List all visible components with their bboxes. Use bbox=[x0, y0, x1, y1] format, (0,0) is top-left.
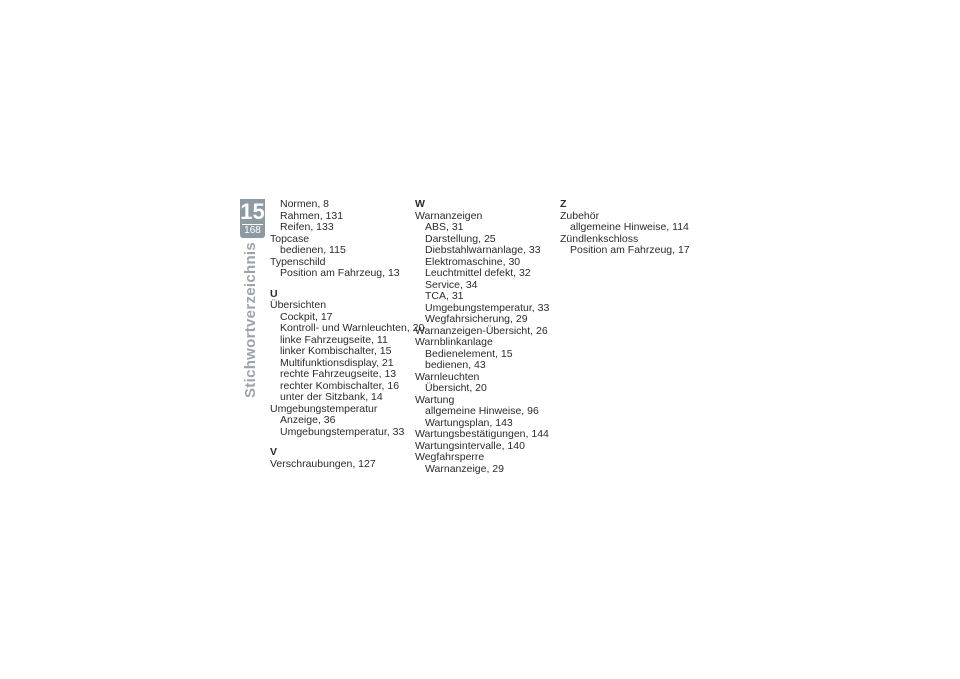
index-entry: Wegfahrsperre bbox=[415, 451, 485, 463]
index-subentry: rechter Kombischalter, 16 bbox=[280, 379, 400, 392]
index-subentry: Position am Fahrzeug, 13 bbox=[280, 267, 400, 279]
index-subentry: allgemeine Hinweise, 96 bbox=[425, 405, 539, 417]
index-entry: Übersichten bbox=[270, 299, 327, 311]
page-number: 168 bbox=[244, 225, 261, 236]
index-letter-heading: W bbox=[415, 198, 425, 210]
index-subentry: Anzeige, 36 bbox=[280, 414, 336, 426]
index-subentry: Wartungsplan, 143 bbox=[425, 416, 513, 429]
chapter-tab bbox=[240, 199, 265, 238]
index-entry: Warnleuchten bbox=[415, 370, 480, 383]
index-letter-heading: V bbox=[270, 446, 278, 458]
index-subentry: Umgebungstemperatur, 33 bbox=[425, 301, 550, 314]
index-subentry: Kontroll- und Warnleuchten, 20 bbox=[280, 322, 425, 334]
index-subentry: Diebstahlwarnanlage, 33 bbox=[425, 244, 541, 256]
index-column-3 bbox=[560, 199, 700, 257]
index-subentry: Bedienelement, 15 bbox=[425, 347, 513, 360]
index-subentry: rechte Fahrzeugseite, 13 bbox=[280, 368, 397, 380]
index-subentry: Normen, 8 bbox=[280, 198, 330, 210]
index-subentry: bedienen, 43 bbox=[425, 359, 486, 371]
index-subentry: ABS, 31 bbox=[425, 221, 464, 233]
index-subentry: linker Kombischalter, 15 bbox=[280, 345, 392, 357]
index-subentry: Reifen, 133 bbox=[280, 221, 334, 233]
index-subentry: linke Fahrzeugseite, 11 bbox=[280, 333, 388, 346]
index-subentry: TCA, 31 bbox=[425, 290, 464, 302]
index-subentry: Übersicht, 20 bbox=[425, 382, 487, 394]
index-entry: Zündlenkschloss bbox=[560, 232, 639, 245]
index-entry: Zubehör bbox=[560, 209, 600, 222]
index-letter-heading: U bbox=[270, 287, 278, 300]
index-entry: Umgebungstemperatur bbox=[270, 402, 378, 415]
index-entry: Warnblinkanlage bbox=[415, 336, 493, 348]
index-entry: Warnanzeigen bbox=[415, 209, 483, 222]
index-entry: Wartungsintervalle, 140 bbox=[415, 439, 525, 452]
index-letter-heading: Z bbox=[560, 198, 567, 210]
index-entry: Typenschild bbox=[270, 255, 326, 268]
index-subentry: Position am Fahrzeug, 17 bbox=[570, 244, 690, 256]
index-subentry: Leuchtmittel defekt, 32 bbox=[425, 267, 531, 279]
index-entry: Wartungsbestätigungen, 144 bbox=[415, 428, 549, 440]
side-title: Stichwortverzeichnis bbox=[242, 241, 259, 398]
index-subentry: Service, 34 bbox=[425, 278, 478, 291]
index-subentry: Wegfahrsicherung, 29 bbox=[425, 313, 528, 325]
index-subentry: Darstellung, 25 bbox=[425, 232, 496, 245]
index-subentry: Rahmen, 131 bbox=[280, 209, 344, 222]
index-entry: Warnanzeigen-Übersicht, 26 bbox=[415, 324, 548, 337]
index-subentry: Warnanzeige, 29 bbox=[425, 462, 504, 475]
index-subentry: Multifunktionsdisplay, 21 bbox=[280, 356, 394, 369]
index-entry: Wartung bbox=[415, 393, 455, 406]
index-subentry: Cockpit, 17 bbox=[280, 310, 333, 323]
index-column-1 bbox=[270, 198, 425, 470]
index-subentry: Elektromaschine, 30 bbox=[425, 255, 521, 268]
chapter-number: 15 bbox=[240, 199, 265, 224]
index-column-2 bbox=[415, 199, 555, 475]
index-subentry: unter der Sitzbank, 14 bbox=[280, 391, 383, 403]
index-subentry: Umgebungstemperatur, 33 bbox=[280, 425, 405, 438]
index-entry: Verschraubungen, 127 bbox=[270, 457, 376, 470]
index-entry: Topcase bbox=[270, 232, 310, 245]
index-subentry: allgemeine Hinweise, 114 bbox=[570, 221, 689, 233]
index-subentry: bedienen, 115 bbox=[280, 244, 346, 256]
